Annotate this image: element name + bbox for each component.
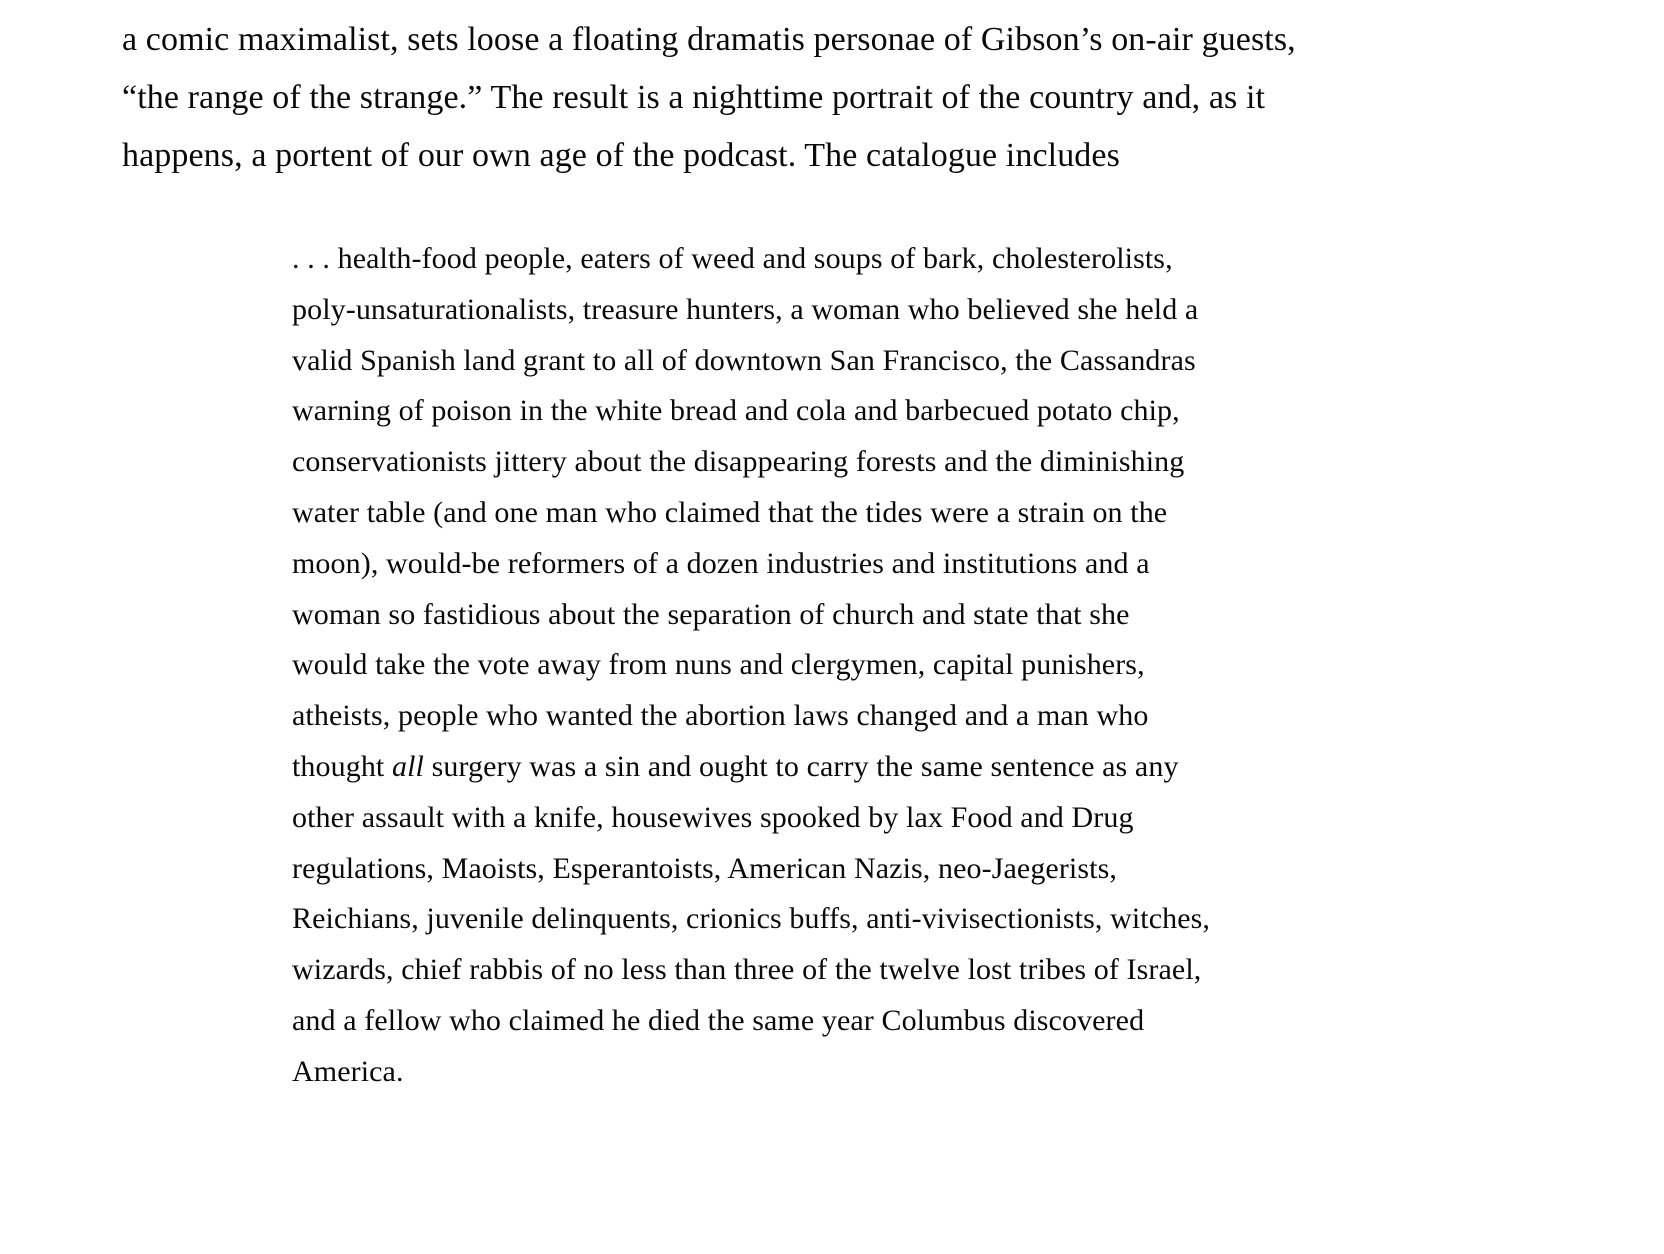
italic-word: all: [391, 749, 424, 783]
quote-line: poly-unsaturationalists, treasure hunters, a woman who believed she held a: [292, 292, 1199, 326]
quote-line: would take the vote away from nuns and clergymen, capital punishers,: [292, 648, 1145, 682]
paragraph-line: “the range of the strange.” The result is a nighttime portrait of the country and, as it: [122, 79, 1266, 116]
quote-line-text: thought: [292, 749, 392, 783]
quote-line: other assault with a knife, housewives spooked by lax Food and Drug: [292, 800, 1134, 834]
quote-line: . . . health-food people, eaters of weed and soups of bark, cholesterolists,: [292, 242, 1173, 275]
quote-line-text: surgery was a sin and ought to carry the same sentence as any: [423, 749, 1179, 783]
quote-line: valid Spanish land grant to all of downtown San Francisco, the Cassandras: [292, 343, 1196, 377]
quote-line: America.: [292, 1054, 404, 1088]
quote-line: regulations, Maoists, Esperantoists, American Nazis, neo-Jaegerists,: [292, 851, 1117, 885]
quote-line: warning of poison in the white bread and cola and barbecued potato chip,: [292, 394, 1180, 428]
quote-line: and a fellow who claimed he died the same year Columbus discovered: [292, 1003, 1145, 1037]
quote-line: wizards, chief rabbis of no less than three of the twelve lost tribes of Israel,: [292, 953, 1202, 987]
quote-line: water table (and one man who claimed that the tides were a strain on the: [292, 495, 1168, 529]
paragraph-line: happens, a portent of our own age of the podcast. The catalogue includes: [122, 137, 1120, 174]
quote-line: Reichians, juvenile delinquents, crionics buffs, anti-vivisectionists, witches,: [292, 902, 1211, 936]
block-quote: [292, 234, 1210, 1098]
quote-line: moon), would-be reformers of a dozen industries and institutions and a: [292, 546, 1150, 580]
quote-line: [292, 742, 1210, 793]
paragraph-line: a comic maximalist, sets loose a floating dramatis personae of Gibson’s on-air guests,: [122, 21, 1296, 58]
quote-line: atheists, people who wanted the abortion laws changed and a man who: [292, 699, 1149, 733]
quote-line: woman so fastidious about the separation of church and state that she: [292, 597, 1130, 631]
body-paragraph: [122, 11, 1296, 185]
quote-line: conservationists jittery about the disappearing forests and the diminishing: [292, 445, 1185, 479]
